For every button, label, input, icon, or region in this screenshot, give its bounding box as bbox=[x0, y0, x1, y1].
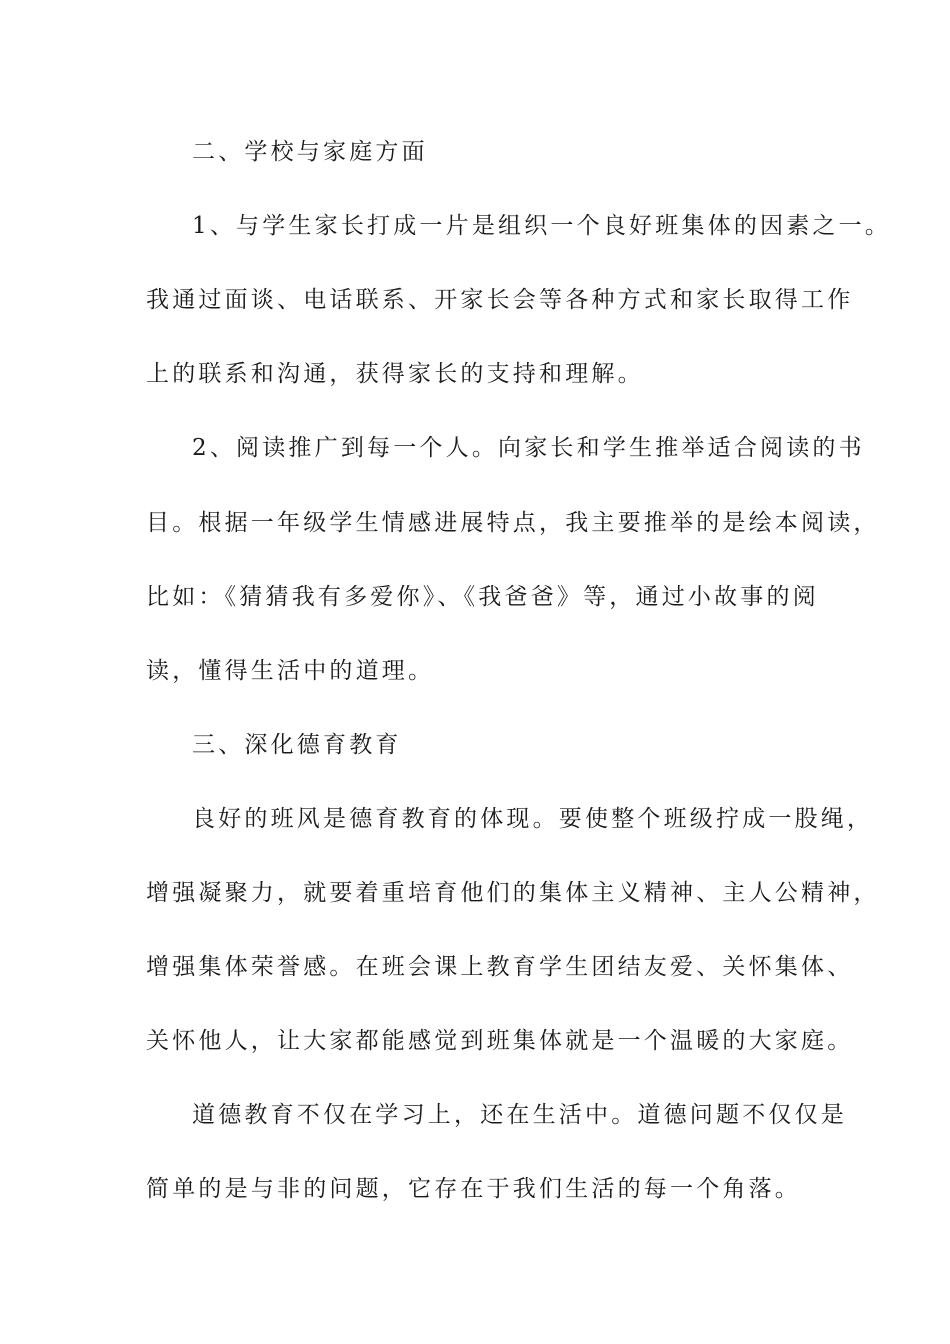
paragraph-line: 我通过面谈、电话联系、开家长会等各种方式和家长取得工作 bbox=[146, 287, 854, 313]
paragraph-line: 上的联系和沟通，获得家长的支持和理解。 bbox=[146, 361, 644, 387]
paragraph-line: 2、阅读推广到每一个人。向家长和学生推举适合阅读的书 bbox=[192, 435, 865, 461]
paragraph-line: 读，懂得生活中的道理。 bbox=[146, 658, 435, 684]
section-heading-moral-education: 三、深化德育教育 bbox=[192, 732, 402, 758]
section-heading-school-family: 二、学校与家庭方面 bbox=[192, 139, 428, 165]
paragraph-line: 简单的是与非的问题，它存在于我们生活的每一个角落。 bbox=[146, 1176, 801, 1202]
paragraph-line: 关怀他人，让大家都能感觉到班集体就是一个温暖的大家庭。 bbox=[146, 1028, 854, 1054]
paragraph-line: 增强集体荣誉感。在班会课上教育学生团结友爱、关怀集体、 bbox=[146, 954, 854, 980]
paragraph-line: 1、与学生家长打成一片是组织一个良好班集体的因素之一。 bbox=[192, 213, 892, 239]
paragraph-line: 比如：《猜猜我有多爱你》、《我爸爸》等，通过小故事的阅 bbox=[146, 584, 819, 610]
paragraph-line: 目。根据一年级学生情感进展特点，我主要推举的是绘本阅读， bbox=[146, 510, 880, 536]
paragraph-line: 良好的班风是德育教育的体现。要使整个班级拧成一股绳， bbox=[192, 806, 874, 832]
paragraph-line: 增强凝聚力，就要着重培育他们的集体主义精神、主人公精神， bbox=[146, 880, 880, 906]
paragraph-line: 道德教育不仅在学习上，还在生活中。道德问题不仅仅是 bbox=[192, 1102, 847, 1128]
